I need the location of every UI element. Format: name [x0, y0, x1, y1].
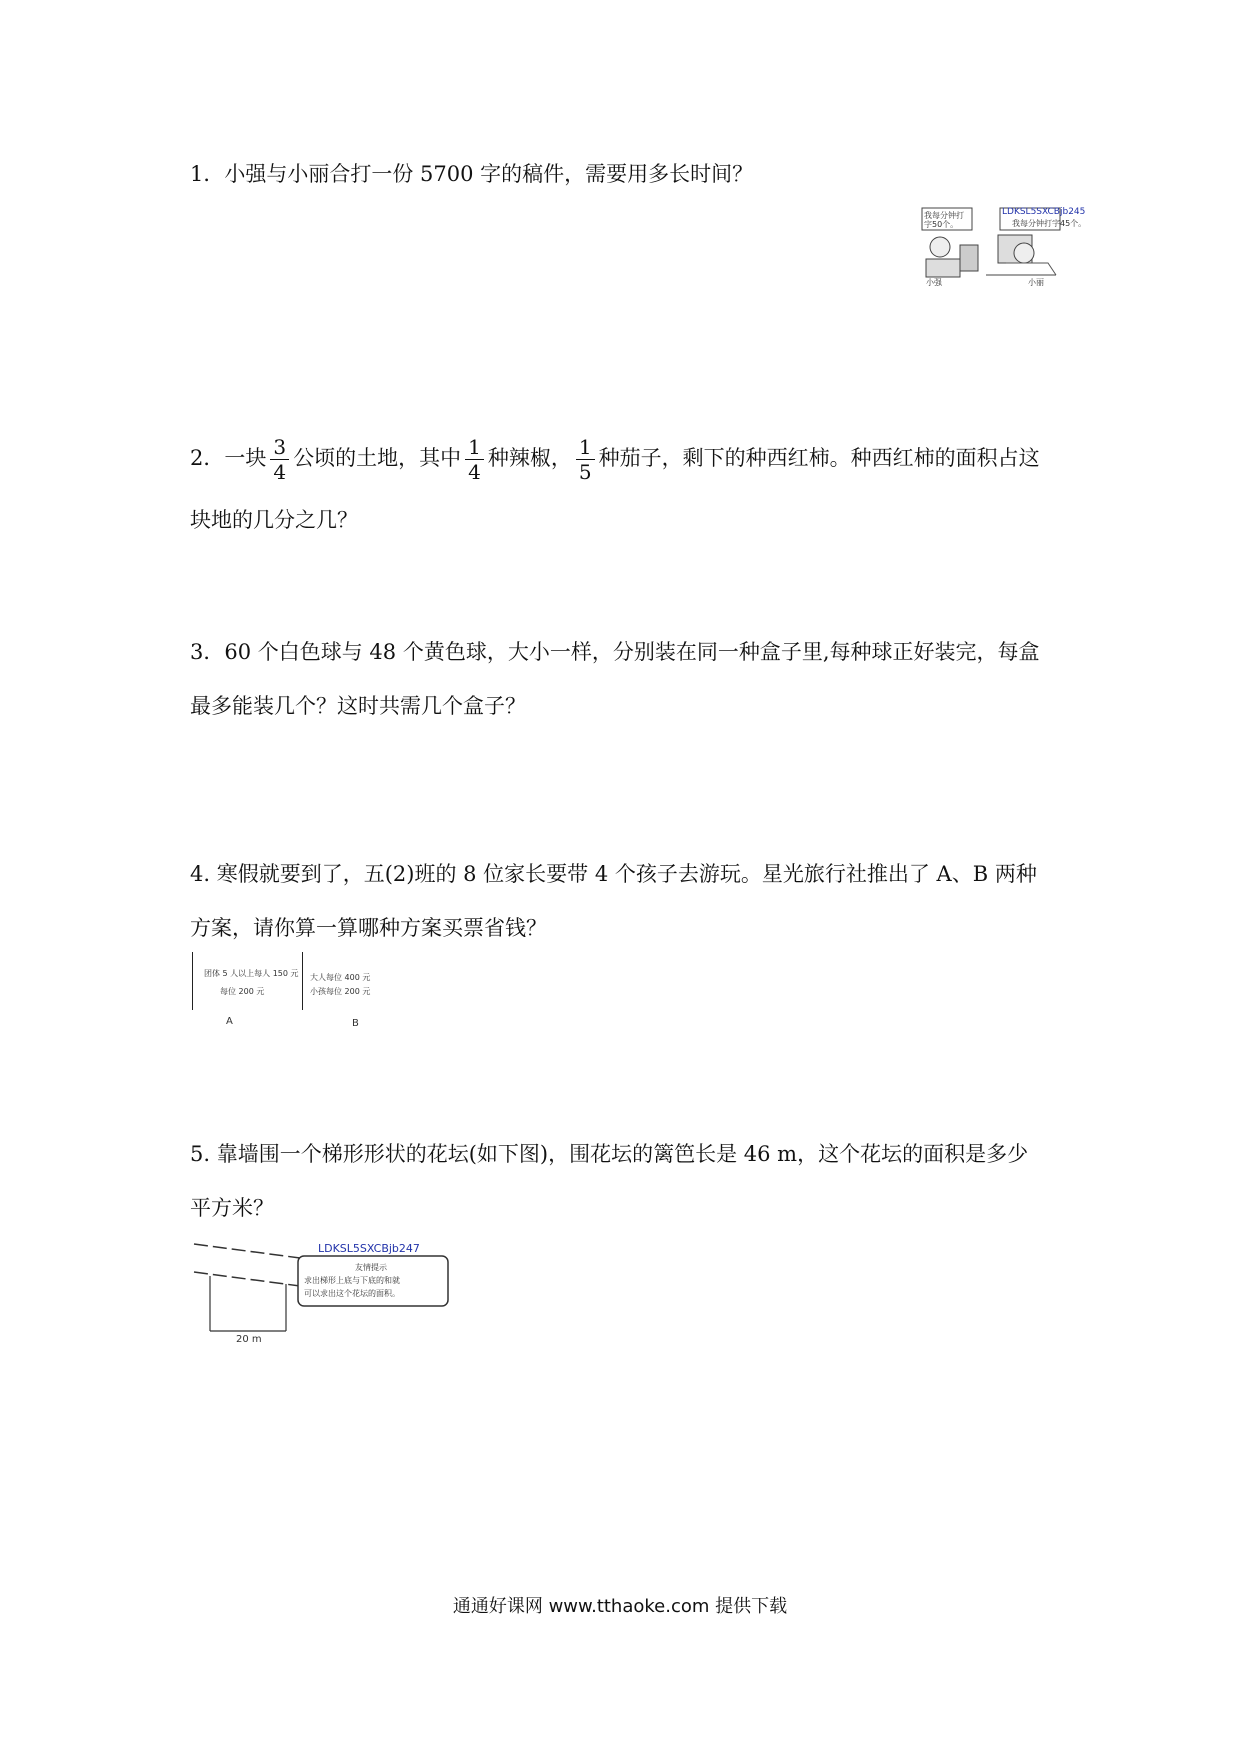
question-2-seg1: 公顷的土地，其中	[293, 446, 462, 470]
hint-line1: 求出梯形上底与下底的和就	[304, 1276, 400, 1285]
question-2-line2-text: 块地的几分之几？	[190, 508, 358, 532]
question-4	[190, 850, 1060, 952]
hint-title: 友情提示	[355, 1263, 387, 1272]
bubble-right-text: 我每分钟打字45个。	[1012, 219, 1087, 228]
question-3	[190, 628, 1060, 730]
name-left: 小强	[926, 278, 942, 287]
question-3-line1: 3．60 个白色球与 48 个黄色球，大小一样，分别装在同一种盒子里,每种球正好装完，每盒	[190, 640, 1040, 664]
flowerbed-figure	[190, 1236, 460, 1348]
fraction-3-4	[270, 435, 289, 484]
plan-b-line2: 小孩每位 200 元	[310, 987, 371, 996]
fraction-1-5	[576, 435, 595, 484]
flowerbed-code: LDKSL5SXCBjb247	[318, 1242, 420, 1255]
fraction-denominator: 4	[273, 460, 287, 484]
question-5-line2: 平方米？	[190, 1196, 274, 1220]
typing-illustration	[916, 205, 1087, 287]
ticket-plans-figure	[190, 952, 390, 1034]
hint-line2: 可以求出这个花坛的面积。	[304, 1289, 400, 1298]
plan-a-divider	[192, 952, 193, 1010]
footer-text: 通通好课网 www.tthaoke.com 提供下载	[452, 1596, 788, 1617]
fraction-denominator: 5	[578, 460, 592, 484]
fraction-denominator: 4	[468, 460, 481, 484]
fraction-numerator: 1	[576, 435, 595, 460]
question-4-line2: 方案，请你算一算哪种方案买票省钱？	[190, 916, 547, 940]
question-1-text: 1．小强与小丽合打一份 5700 字的稿件，需要用多长时间？	[190, 162, 754, 186]
question-2-prefix: 2．一块	[190, 446, 267, 470]
bubble-left-text: 我每分钟打字50个。	[924, 211, 964, 229]
base-length-label: 20 m	[236, 1334, 262, 1345]
question-2-line-2	[190, 496, 1060, 544]
question-5	[190, 1130, 1060, 1232]
question-2-seg2: 种辣椒，	[487, 446, 572, 470]
plan-b-divider	[302, 952, 303, 1010]
fraction-numerator: 3	[270, 435, 289, 460]
plan-a-label: A	[226, 1016, 233, 1027]
question-2-seg3: 种茄子，剩下的种西红柿。种西红柿的面积占这	[598, 446, 1040, 470]
question-3-line2: 最多能装几个？这时共需几个盒子？	[190, 694, 526, 718]
plan-a-line1: 团体 5 人以上每人 150 元	[204, 969, 299, 978]
question-4-line1: 4. 寒假就要到了，五(2)班的 8 位家长要带 4 个孩子去游玩。星光旅行社推出了 A、B 两种	[190, 862, 1037, 886]
fraction-numerator: 1	[465, 435, 484, 460]
bubble-right-code: LDKSL5SXCBjb245	[1002, 207, 1086, 217]
name-right: 小丽	[1028, 278, 1044, 287]
plan-b-label: B	[352, 1018, 359, 1029]
page-footer	[0, 1592, 1240, 1618]
fraction-1-4	[465, 435, 484, 484]
question-1	[190, 150, 1060, 198]
question-2	[190, 434, 1060, 484]
plan-a-line2: 每位 200 元	[220, 987, 265, 996]
plan-b-line1: 大人每位 400 元	[310, 973, 371, 982]
question-5-line1: 5. 靠墙围一个梯形形状的花坛(如下图)，围花坛的篱笆长是 46 m，这个花坛的面积是多少	[190, 1142, 1029, 1166]
